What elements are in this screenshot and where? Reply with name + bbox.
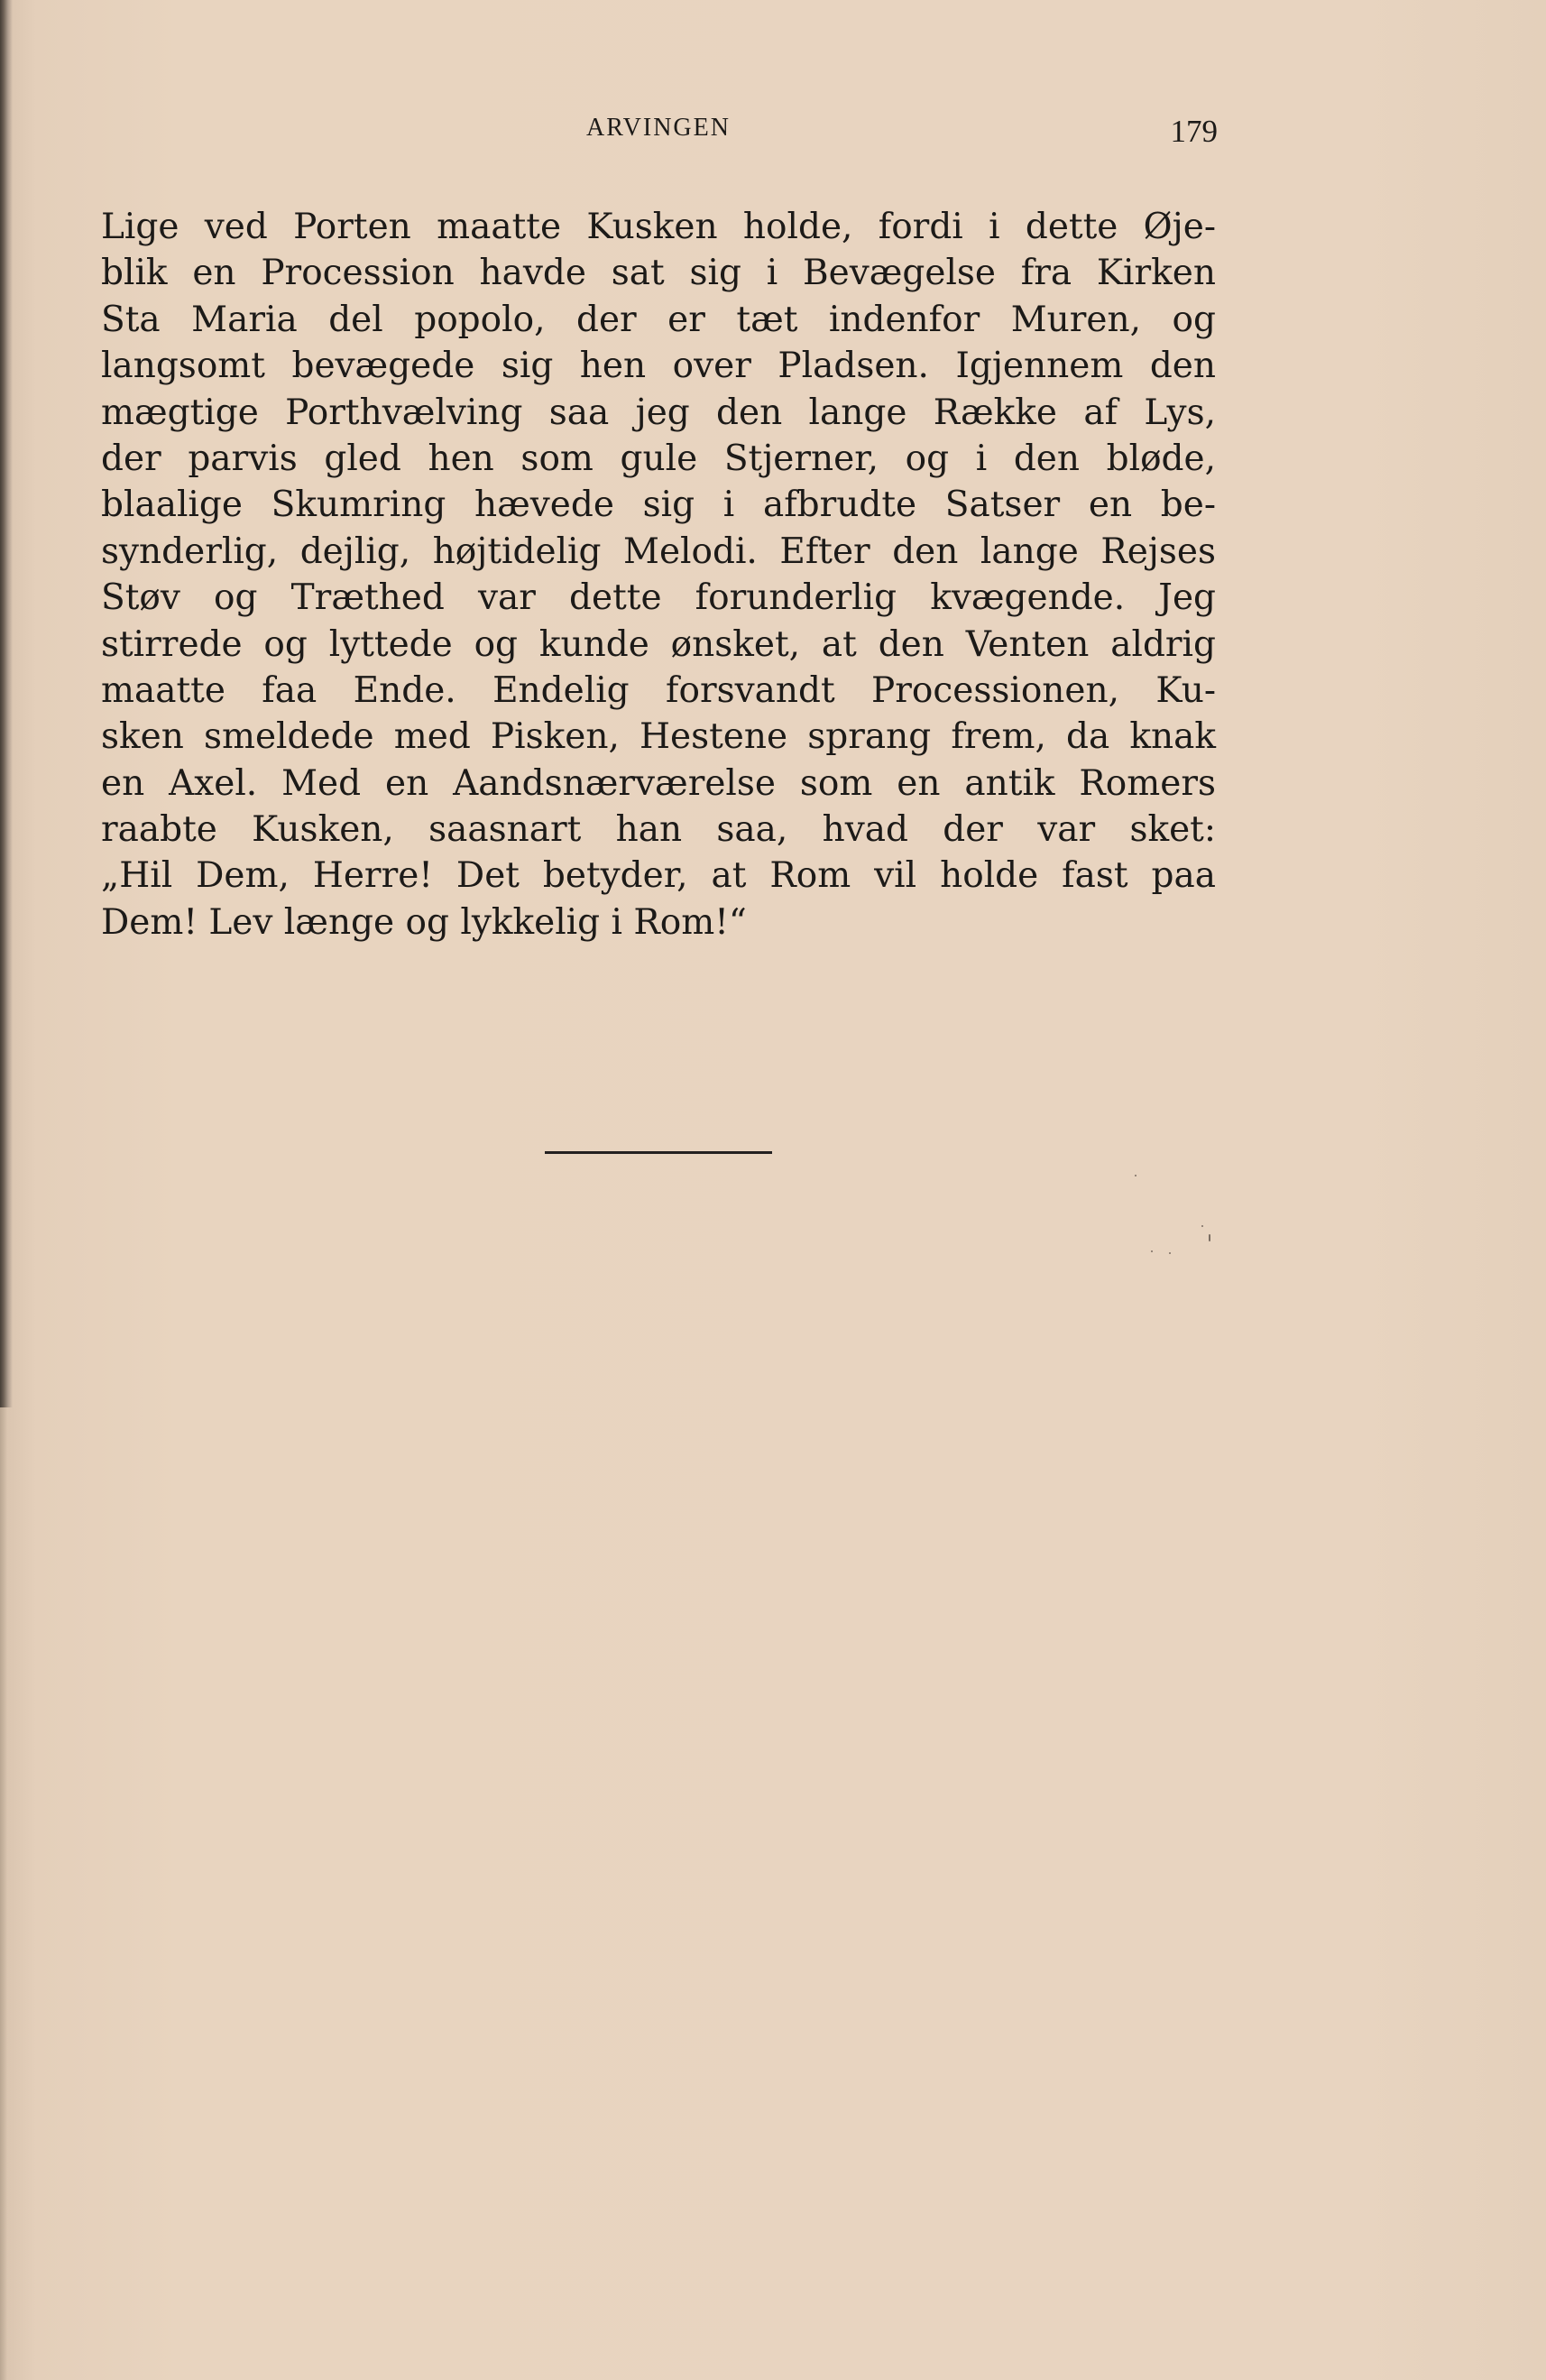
text-line: synderlig, dejlig, højtidelig Melodi. Efter den lange Rejses (101, 530, 1216, 572)
text-line: der parvis gled hen som gule Stjerner, og i den bløde, (101, 438, 1216, 479)
body-text (101, 204, 1216, 946)
text-line: en Axel. Med en Aandsnærværelse som en antik Romers (101, 762, 1216, 804)
text-line: mægtige Porthvælving saa jeg den lange Række af Lys, (101, 392, 1216, 433)
paper-speck (1135, 1175, 1136, 1176)
text-line: blaalige Skumring hævede sig i afbrudte Satser en be- (101, 484, 1216, 526)
paper-speck (1151, 1250, 1153, 1252)
running-header (99, 114, 1218, 150)
text-line: Dem! Lev længe og lykkelig i Rom!“ (101, 901, 747, 943)
text-line: „Hil Dem, Herre! Det betyder, at Rom vil holde fast paa (101, 855, 1216, 897)
text-line: stirrede og lyttede og kunde ønsket, at den Venten aldrig (101, 623, 1216, 665)
paper-speck (1209, 1234, 1210, 1241)
text-line: Lige ved Porten maatte Kusken holde, fordi i dette Øje- (101, 207, 1216, 247)
text-line: raabte Kusken, saasnart han saa, hvad der var sket: (101, 809, 1216, 851)
running-title: ARVINGEN (586, 114, 731, 142)
text-line: langsomt bevægede sig hen over Pladsen. Igjennem den (101, 346, 1216, 387)
page-edge-shadow (0, 1407, 7, 2380)
text-line: sken smeldede med Pisken, Hestene sprang frem, da knak (101, 716, 1216, 758)
text-line: Støv og Træthed var dette forunderlig kvægende. Jeg (101, 577, 1216, 619)
page-binding-edge (0, 0, 13, 1407)
paper-speck (1201, 1225, 1203, 1227)
end-rule (545, 1151, 772, 1154)
text-line: maatte faa Ende. Endelig forsvandt Processionen, Ku- (101, 669, 1216, 711)
text-line: blik en Procession havde sat sig i Bevægelse fra Kirken (101, 253, 1216, 294)
paper-speck (1169, 1252, 1171, 1254)
page-number: 179 (1170, 114, 1218, 149)
text-line: Sta Maria del popolo, der er tæt indenfor Muren, og (101, 299, 1216, 340)
